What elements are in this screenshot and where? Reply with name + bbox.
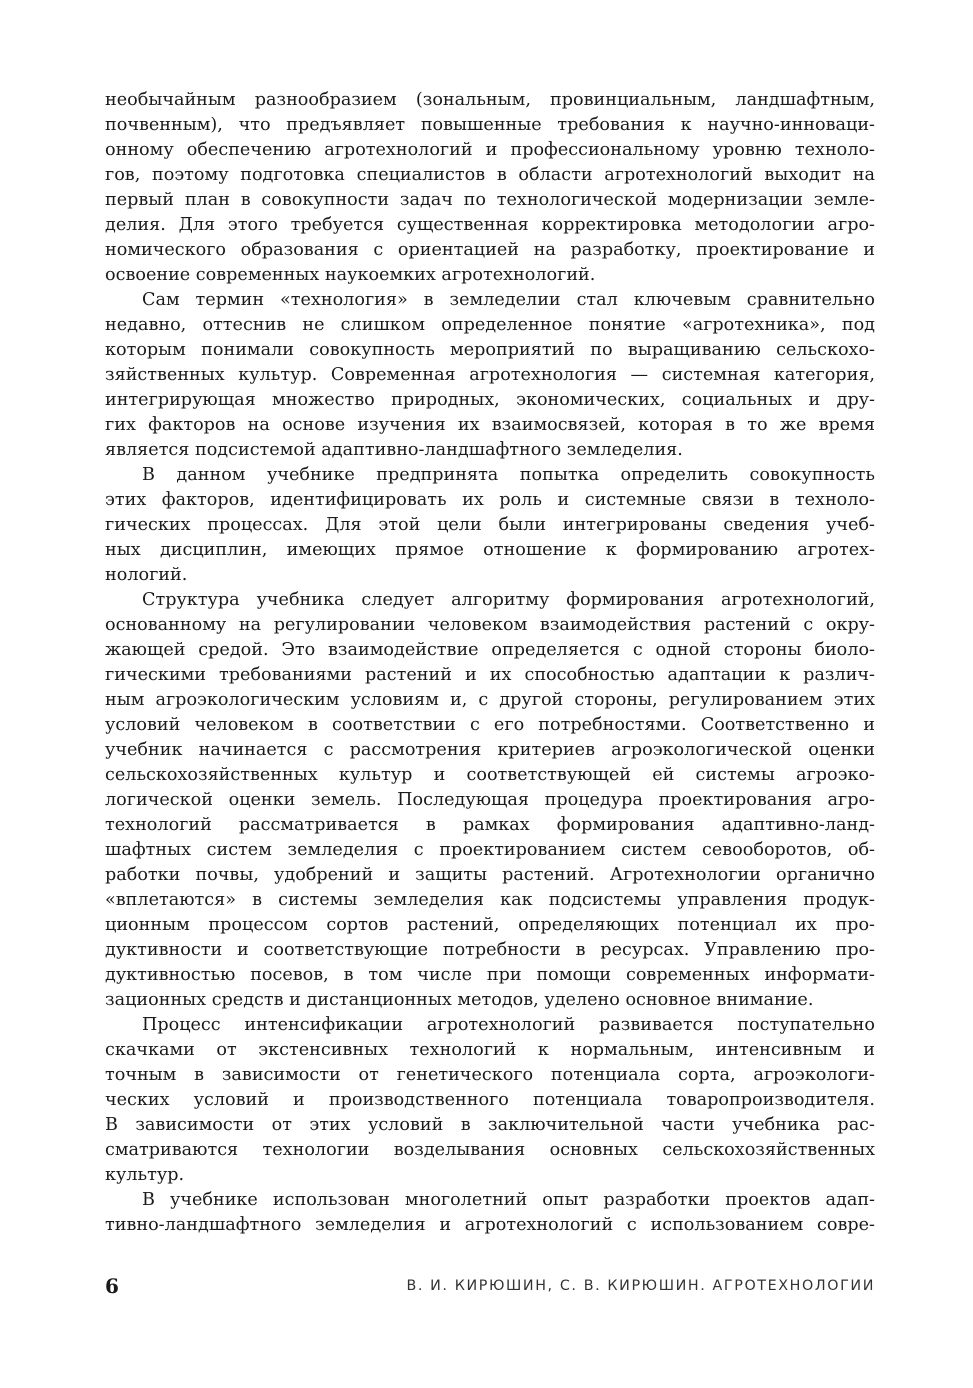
- text-line: почвенным), что предъявляет повышенные требования к научно-инноваци-: [105, 115, 875, 135]
- text-line: гих факторов на основе изучения их взаимосвязей, которая в то же время: [105, 415, 875, 435]
- text-line: скачками от экстенсивных технологий к нормальным, интенсивным и: [105, 1040, 875, 1060]
- text-line: освоение современных наукоемких агротехнологий.: [105, 265, 596, 285]
- text-line: учебник начинается с рассмотрения критериев агроэкологической оценки: [105, 740, 875, 760]
- text-line: ных дисциплин, имеющих прямое отношение к формированию агротех-: [105, 540, 875, 560]
- text-line: нологий.: [105, 565, 188, 585]
- text-line: является подсистемой адаптивно-ландшафтного земледелия.: [105, 440, 683, 460]
- text-line: интегрирующая множество природных, экономических, социальных и дру-: [105, 390, 875, 410]
- text-line: делия. Для этого требуется существенная корректировка методологии агро-: [105, 215, 875, 235]
- text-line: гов, поэтому подготовка специалистов в области агротехнологий выходит на: [105, 165, 875, 185]
- text-line: ческих условий и производственного потенциала товаропроизводителя.: [105, 1090, 875, 1110]
- text-line: логической оценки земель. Последующая процедура проектирования агро-: [105, 790, 875, 810]
- text-line: которым понимали совокупность мероприятий по выращиванию сельскохо-: [105, 340, 875, 360]
- text-line: гическими требованиями растений и их способностью адаптации к различ-: [105, 665, 875, 685]
- running-title: В. И. КИРЮШИН, С. В. КИРЮШИН. АГРОТЕХНОЛОГИИ: [406, 1278, 875, 1294]
- text-line: недавно, оттеснив не слишком определенное понятие «агротехника», под: [105, 315, 875, 335]
- text-line: точным в зависимости от генетического потенциала сорта, агроэкологи-: [105, 1065, 875, 1085]
- page-body: [105, 88, 875, 1238]
- text-line: зяйственных культур. Современная агротехнология — системная категория,: [105, 365, 875, 385]
- text-line: необычайным разнообразием (зональным, провинциальным, ландшафтным,: [105, 90, 875, 110]
- text-line: культур.: [105, 1165, 185, 1185]
- text-line: сматриваются технологии возделывания основных сельскохозяйственных: [105, 1140, 875, 1160]
- text-line: жающей средой. Это взаимодействие определяется с одной стороны биоло-: [105, 640, 875, 660]
- text-line: сельскохозяйственных культур и соответствующей ей системы агроэко-: [105, 765, 875, 785]
- text-line: технологий рассматривается в рамках формирования адаптивно-ланд-: [105, 815, 875, 835]
- text-line: дуктивности и соответствующие потребности в ресурсах. Управлению про-: [105, 940, 875, 960]
- text-line: первый план в совокупности задач по технологической модернизации земле-: [105, 190, 875, 210]
- text-line: В данном учебнике предпринята попытка определить совокупность: [142, 465, 875, 485]
- page-number: 6: [105, 1274, 119, 1298]
- text-line: работки почвы, удобрений и защиты растений. Агротехнологии органично: [105, 865, 875, 885]
- text-line: В учебнике использован многолетний опыт разработки проектов адап-: [142, 1190, 875, 1210]
- text-line: Процесс интенсификации агротехнологий развивается поступательно: [142, 1015, 875, 1035]
- text-line: онному обеспечению агротехнологий и профессиональному уровню техноло-: [105, 140, 875, 160]
- text-line: Структура учебника следует алгоритму формирования агротехнологий,: [142, 590, 875, 610]
- text-line: дуктивностью посевов, в том числе при помощи современных информати-: [105, 965, 875, 985]
- text-line: тивно-ландшафтного земледелия и агротехнологий с использованием совре-: [105, 1215, 875, 1235]
- text-line: гических процессах. Для этой цели были интегрированы сведения учеб-: [105, 515, 875, 535]
- text-line: шафтных систем земледелия с проектированием систем севооборотов, об-: [105, 840, 875, 860]
- text-line: В зависимости от этих условий в заключительной части учебника рас-: [105, 1115, 875, 1135]
- text-line: основанному на регулировании человеком взаимодействия растений с окру-: [105, 615, 875, 635]
- text-line: номического образования с ориентацией на разработку, проектирование и: [105, 240, 875, 260]
- page-footer: [105, 1271, 875, 1301]
- text-line: «вплетаются» в системы земледелия как подсистемы управления продук-: [105, 890, 875, 910]
- text-line: зационных средств и дистанционных методов, уделено основное внимание.: [105, 990, 814, 1010]
- text-line: ным агроэкологическим условиям и, с другой стороны, регулированием этих: [105, 690, 875, 710]
- text-line: ционным процессом сортов растений, определяющих потенциал их про-: [105, 915, 875, 935]
- text-line: этих факторов, идентифицировать их роль и системные связи в техноло-: [105, 490, 875, 510]
- text-line: условий человеком в соответствии с его потребностями. Соответственно и: [105, 715, 875, 735]
- text-line: Сам термин «технология» в земледелии стал ключевым сравнительно: [142, 290, 875, 310]
